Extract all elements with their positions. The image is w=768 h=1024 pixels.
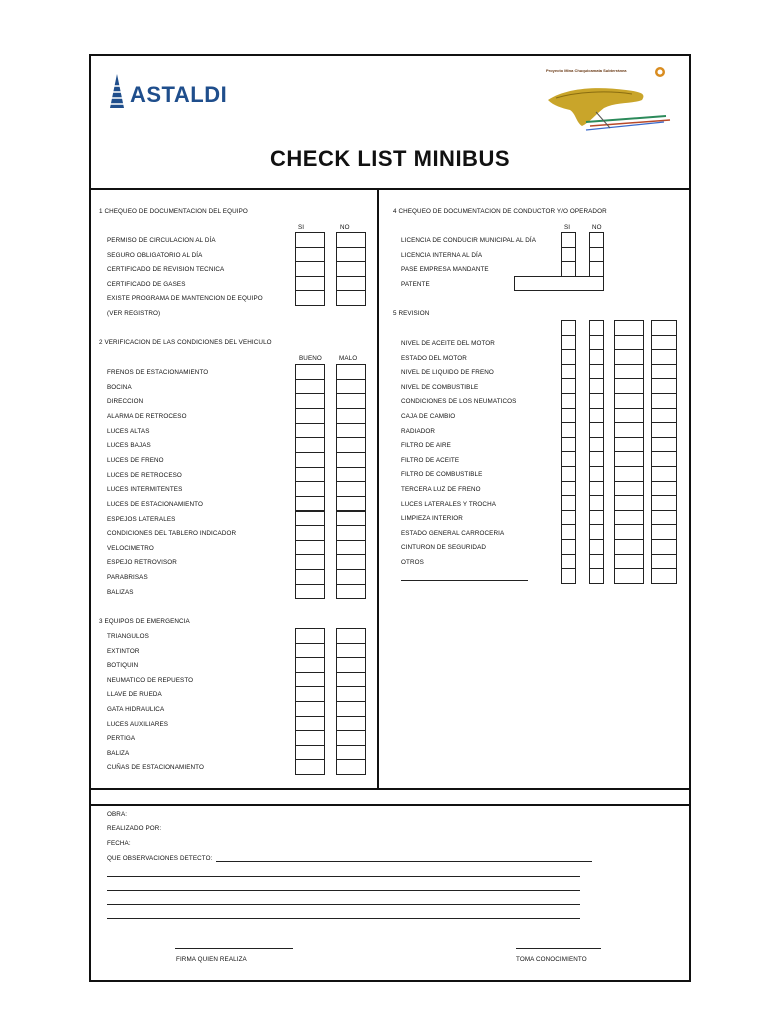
section5-item-label: ESTADO DEL MOTOR xyxy=(401,354,467,362)
section1-no-checkbox[interactable] xyxy=(336,232,366,248)
section4-item-label: PASE EMPRESA MANDANTE xyxy=(401,266,489,274)
section3-malo-checkbox[interactable] xyxy=(336,686,366,702)
section2-malo-checkbox[interactable] xyxy=(336,511,366,527)
section4-no-checkbox[interactable] xyxy=(589,232,604,248)
section2-col-malo: MALO xyxy=(339,355,358,362)
section5-malo-checkbox[interactable] xyxy=(651,481,677,497)
section1-item-label: PERMISO DE CIRCULACION AL DÍA xyxy=(107,237,216,244)
section1-item-label: CERTIFICADO DE GASES xyxy=(107,280,186,288)
section1-no-checkbox[interactable] xyxy=(336,247,366,263)
project-banner xyxy=(546,62,682,134)
section2-item-label: LUCES DE ESTACIONAMIENTO xyxy=(107,500,203,508)
section2-bueno-checkbox[interactable] xyxy=(295,525,325,541)
section1-item-label: EXISTE PROGRAMA DE MANTENCION DE EQUIPO xyxy=(107,295,263,303)
section2-malo-checkbox[interactable] xyxy=(336,408,366,424)
observaciones-line[interactable] xyxy=(107,890,580,891)
section5-no-checkbox[interactable] xyxy=(589,510,604,526)
section3-malo-checkbox[interactable] xyxy=(336,701,366,717)
section3-malo-checkbox[interactable] xyxy=(336,759,366,775)
section3-malo-checkbox[interactable] xyxy=(336,657,366,673)
section5-item-label: CINTURON DE SEGURIDAD xyxy=(401,544,487,552)
section5-malo-checkbox[interactable] xyxy=(651,422,677,438)
astaldi-tower-icon xyxy=(106,74,128,108)
section3-item-label: LLAVE DE RUEDA xyxy=(107,691,162,699)
section5-malo-checkbox[interactable] xyxy=(651,466,677,482)
section4-item-label: LICENCIA DE CONDUCIR MUNICIPAL AL DÍA xyxy=(401,237,537,244)
section2-malo-checkbox[interactable] xyxy=(336,584,366,600)
section5-si-checkbox[interactable] xyxy=(561,408,576,424)
section3-bueno-checkbox[interactable] xyxy=(295,701,325,717)
section2-bueno-checkbox[interactable] xyxy=(295,408,325,424)
section1-no-checkbox[interactable] xyxy=(336,261,366,277)
section1-si-checkbox[interactable] xyxy=(295,290,325,306)
section4-si-checkbox[interactable] xyxy=(561,261,576,277)
toma-label: TOMA CONOCIMIENTO xyxy=(516,956,587,963)
section2-bueno-checkbox[interactable] xyxy=(295,379,325,395)
section5-no-checkbox[interactable] xyxy=(589,466,604,482)
section1-col-si: SI xyxy=(298,224,305,231)
section5-malo-checkbox[interactable] xyxy=(651,393,677,409)
section4-no-checkbox[interactable] xyxy=(589,247,604,263)
section4-item-label: PATENTE xyxy=(401,280,430,288)
section3-malo-checkbox[interactable] xyxy=(336,628,366,644)
section5-si-checkbox[interactable] xyxy=(561,524,576,540)
section2-item-label: LUCES INTERMITENTES xyxy=(107,486,183,494)
section2-malo-checkbox[interactable] xyxy=(336,364,366,380)
section2-item-label: LUCES DE RETROCESO xyxy=(107,471,182,479)
section3-item-label: BALIZA xyxy=(107,749,130,757)
section2-malo-checkbox[interactable] xyxy=(336,467,366,483)
section5-bueno-checkbox[interactable] xyxy=(614,481,644,497)
section1-si-checkbox[interactable] xyxy=(295,261,325,277)
section3-bueno-checkbox[interactable] xyxy=(295,643,325,659)
footer-observaciones-label: QUE OBSERVACIONES DETECTO: xyxy=(107,855,213,862)
section2-malo-checkbox[interactable] xyxy=(336,540,366,556)
section4-item-label: LICENCIA INTERNA AL DÍA xyxy=(401,251,483,259)
section5-malo-checkbox[interactable] xyxy=(651,408,677,424)
section2-malo-checkbox[interactable] xyxy=(336,525,366,541)
section5-bueno-checkbox[interactable] xyxy=(614,349,644,365)
section2-malo-checkbox[interactable] xyxy=(336,554,366,570)
section5-malo-checkbox[interactable] xyxy=(651,437,677,453)
section5-item-label: LIMPIEZA INTERIOR xyxy=(401,515,463,523)
observaciones-line[interactable] xyxy=(216,861,592,862)
section2-bueno-checkbox[interactable] xyxy=(295,540,325,556)
section5-no-checkbox[interactable] xyxy=(589,481,604,497)
section4-heading: 4 CHEQUEO DE DOCUMENTACION DE CONDUCTOR Y/O OPERADOR xyxy=(393,208,607,215)
section5-bueno-checkbox[interactable] xyxy=(614,408,644,424)
section2-bueno-checkbox[interactable] xyxy=(295,554,325,570)
section2-malo-checkbox[interactable] xyxy=(336,569,366,585)
section2-bueno-checkbox[interactable] xyxy=(295,584,325,600)
section5-no-checkbox[interactable] xyxy=(589,349,604,365)
section5-item-label: LUCES LATERALES Y TROCHA xyxy=(401,500,497,508)
section2-malo-checkbox[interactable] xyxy=(336,379,366,395)
section2-malo-checkbox[interactable] xyxy=(336,393,366,409)
section5-no-checkbox[interactable] xyxy=(589,554,604,570)
body-divider xyxy=(89,788,691,790)
company-logo xyxy=(106,72,236,112)
section5-no-checkbox[interactable] xyxy=(589,335,604,351)
section5-si-checkbox[interactable] xyxy=(561,554,576,570)
section3-bueno-checkbox[interactable] xyxy=(295,657,325,673)
section5-bueno-checkbox[interactable] xyxy=(614,466,644,482)
section2-bueno-checkbox[interactable] xyxy=(295,467,325,483)
section5-si-checkbox[interactable] xyxy=(561,349,576,365)
section1-si-checkbox[interactable] xyxy=(295,276,325,292)
section5-no-checkbox[interactable] xyxy=(589,451,604,467)
section5-si-checkbox[interactable] xyxy=(561,393,576,409)
section2-malo-checkbox[interactable] xyxy=(336,423,366,439)
section2-item-label: FRENOS DE ESTACIONAMIENTO xyxy=(107,369,209,376)
section5-item-label: NIVEL DE LIQUIDO DE FRENO xyxy=(401,369,494,377)
section5-otros-line[interactable] xyxy=(401,580,528,581)
section5-si-checkbox[interactable] xyxy=(561,466,576,482)
section5-item-label: NIVEL DE ACEITE DEL MOTOR xyxy=(401,340,495,347)
section5-item-label: NIVEL DE COMBUSTIBLE xyxy=(401,383,479,391)
section5-si-checkbox[interactable] xyxy=(561,364,576,380)
footer-realizado-label: REALIZADO POR: xyxy=(107,825,162,832)
section4-col-no: NO xyxy=(592,224,602,231)
section5-item-label: FILTRO DE ACEITE xyxy=(401,456,460,464)
section3-item-label: NEUMATICO DE REPUESTO xyxy=(107,676,194,684)
column-divider xyxy=(377,188,379,789)
section5-item-label: FILTRO DE AIRE xyxy=(401,442,451,450)
section4-no-checkbox[interactable] xyxy=(589,261,604,277)
section2-bueno-checkbox[interactable] xyxy=(295,452,325,468)
section5-malo-checkbox[interactable] xyxy=(651,378,677,394)
logo-text: ASTALDI xyxy=(130,82,228,107)
section3-bueno-checkbox[interactable] xyxy=(295,686,325,702)
section5-bueno-checkbox[interactable] xyxy=(614,378,644,394)
section5-item-label: FILTRO DE COMBUSTIBLE xyxy=(401,471,483,479)
section3-item-label: TRIANGULOS xyxy=(107,633,149,640)
section2-bueno-checkbox[interactable] xyxy=(295,393,325,409)
section5-item-label: CAJA DE CAMBIO xyxy=(401,413,456,420)
section5-si-checkbox[interactable] xyxy=(561,481,576,497)
section5-item-label: RADIADOR xyxy=(401,427,436,435)
section5-bueno-checkbox[interactable] xyxy=(614,554,644,570)
section5-si-checkbox[interactable] xyxy=(561,335,576,351)
section1-si-checkbox[interactable] xyxy=(295,247,325,263)
firma-signature-line[interactable] xyxy=(175,948,293,949)
section2-item-label: DIRECCION xyxy=(107,398,144,406)
section2-item-label: CONDICIONES DEL TABLERO INDICADOR xyxy=(107,530,237,538)
section4-si-checkbox[interactable] xyxy=(561,232,576,248)
section3-malo-checkbox[interactable] xyxy=(336,672,366,688)
footer-obra-label: OBRA: xyxy=(107,811,128,818)
section5-no-checkbox[interactable] xyxy=(589,378,604,394)
section5-malo-checkbox[interactable] xyxy=(651,495,677,511)
section2-item-label: LUCES DE FRENO xyxy=(107,456,164,464)
section2-bueno-checkbox[interactable] xyxy=(295,364,325,380)
section5-no-checkbox[interactable] xyxy=(589,422,604,438)
section5-no-checkbox[interactable] xyxy=(589,539,604,555)
section5-malo-checkbox[interactable] xyxy=(651,510,677,526)
section5-item-label: OTROS xyxy=(401,559,424,566)
firma-label: FIRMA QUIEN REALIZA xyxy=(176,956,247,963)
section2-item-label: LUCES BAJAS xyxy=(107,442,151,450)
section5-no-checkbox[interactable] xyxy=(589,495,604,511)
section3-malo-checkbox[interactable] xyxy=(336,643,366,659)
section5-bueno-checkbox[interactable] xyxy=(614,568,644,584)
section3-malo-checkbox[interactable] xyxy=(336,730,366,746)
observaciones-line[interactable] xyxy=(107,904,580,905)
footer-divider xyxy=(89,804,691,806)
section5-malo-checkbox[interactable] xyxy=(651,364,677,380)
section3-malo-checkbox[interactable] xyxy=(336,745,366,761)
section2-bueno-checkbox[interactable] xyxy=(295,569,325,585)
section1-item-label: SEGURO OBLIGATORIO AL DÍA xyxy=(107,251,203,259)
section3-bueno-checkbox[interactable] xyxy=(295,716,325,732)
section5-malo-checkbox[interactable] xyxy=(651,320,677,336)
section3-bueno-checkbox[interactable] xyxy=(295,628,325,644)
section2-item-label: VELOCIMETRO xyxy=(107,544,154,552)
section5-no-checkbox[interactable] xyxy=(589,364,604,380)
section2-item-label: ESPEJO RETROVISOR xyxy=(107,559,177,567)
mine-3d-model-image xyxy=(546,82,682,134)
section5-no-checkbox[interactable] xyxy=(589,393,604,409)
section5-no-checkbox[interactable] xyxy=(589,408,604,424)
section3-malo-checkbox[interactable] xyxy=(336,716,366,732)
section5-malo-checkbox[interactable] xyxy=(651,524,677,540)
header-divider xyxy=(89,188,691,190)
section5-si-checkbox[interactable] xyxy=(561,378,576,394)
section1-col-no: NO xyxy=(340,224,350,231)
project-caption: Proyecto Mina Chuquicamata Subterránea xyxy=(546,68,627,73)
section3-item-label: GATA HIDRAULICA xyxy=(107,706,165,713)
section2-col-bueno: BUENO xyxy=(299,355,322,362)
section5-si-checkbox[interactable] xyxy=(561,568,576,584)
section5-bueno-checkbox[interactable] xyxy=(614,539,644,555)
section1-heading: 1 CHEQUEO DE DOCUMENTACION DEL EQUIPO xyxy=(99,208,248,215)
section2-malo-checkbox[interactable] xyxy=(336,437,366,453)
section5-no-checkbox[interactable] xyxy=(589,524,604,540)
section3-bueno-checkbox[interactable] xyxy=(295,759,325,775)
section2-bueno-checkbox[interactable] xyxy=(295,437,325,453)
observaciones-line[interactable] xyxy=(107,876,580,877)
section2-item-label: PARABRISAS xyxy=(107,574,148,582)
toma-signature-line[interactable] xyxy=(516,948,601,949)
section1-item-label: CERTIFICADO DE REVISION TECNICA xyxy=(107,266,225,274)
section5-bueno-checkbox[interactable] xyxy=(614,510,644,526)
section5-bueno-checkbox[interactable] xyxy=(614,437,644,453)
section5-bueno-checkbox[interactable] xyxy=(614,320,644,336)
section5-bueno-checkbox[interactable] xyxy=(614,393,644,409)
observaciones-line[interactable] xyxy=(107,918,580,919)
section1-no-checkbox[interactable] xyxy=(336,290,366,306)
section5-bueno-checkbox[interactable] xyxy=(614,364,644,380)
page-title: CHECK LIST MINIBUS xyxy=(270,146,510,171)
section5-heading: 5 REVISION xyxy=(393,310,430,317)
section1-si-checkbox[interactable] xyxy=(295,232,325,248)
section5-bueno-checkbox[interactable] xyxy=(614,495,644,511)
section2-item-label: ESPEJOS LATERALES xyxy=(107,515,176,523)
section2-bueno-checkbox[interactable] xyxy=(295,423,325,439)
section3-heading: 3 EQUIPOS DE EMERGENCIA xyxy=(99,618,190,625)
section5-malo-checkbox[interactable] xyxy=(651,568,677,584)
section2-bueno-checkbox[interactable] xyxy=(295,511,325,527)
section5-no-checkbox[interactable] xyxy=(589,568,604,584)
section5-malo-checkbox[interactable] xyxy=(651,451,677,467)
section5-si-checkbox[interactable] xyxy=(561,495,576,511)
section2-bueno-checkbox[interactable] xyxy=(295,496,325,512)
section2-bueno-checkbox[interactable] xyxy=(295,481,325,497)
section5-malo-checkbox[interactable] xyxy=(651,349,677,365)
section5-si-checkbox[interactable] xyxy=(561,437,576,453)
codelco-emblem-icon xyxy=(654,66,666,78)
section5-malo-checkbox[interactable] xyxy=(651,539,677,555)
section2-item-label: BALIZAS xyxy=(107,588,134,596)
section3-bueno-checkbox[interactable] xyxy=(295,745,325,761)
section5-si-checkbox[interactable] xyxy=(561,320,576,336)
section5-si-checkbox[interactable] xyxy=(561,510,576,526)
section1-item-label: (VER REGISTRO) xyxy=(107,310,161,317)
section5-no-checkbox[interactable] xyxy=(589,320,604,336)
section5-no-checkbox[interactable] xyxy=(589,437,604,453)
section4-si-checkbox[interactable] xyxy=(561,247,576,263)
section5-bueno-checkbox[interactable] xyxy=(614,524,644,540)
section2-item-label: ALARMA DE RETROCESO xyxy=(107,412,187,420)
footer-fecha-label: FECHA: xyxy=(107,840,131,847)
section2-item-label: BOCINA xyxy=(107,383,132,391)
section5-si-checkbox[interactable] xyxy=(561,451,576,467)
section5-item-label: TERCERA LUZ DE FRENO xyxy=(401,486,481,493)
section2-malo-checkbox[interactable] xyxy=(336,496,366,512)
section2-heading: 2 VERIFICACION DE LAS CONDICIONES DEL VEHICULO xyxy=(99,339,272,346)
section3-item-label: BOTIQUIN xyxy=(107,662,139,670)
section5-item-label: CONDICIONES DE LOS NEUMATICOS xyxy=(401,398,517,406)
section3-item-label: PERTIGA xyxy=(107,735,136,743)
section5-si-checkbox[interactable] xyxy=(561,539,576,555)
section3-bueno-checkbox[interactable] xyxy=(295,672,325,688)
section3-item-label: CUÑAS DE ESTACIONAMIENTO xyxy=(107,764,204,772)
section2-malo-checkbox[interactable] xyxy=(336,452,366,468)
section4-col-si: SI xyxy=(564,224,571,231)
section5-bueno-checkbox[interactable] xyxy=(614,422,644,438)
section5-si-checkbox[interactable] xyxy=(561,422,576,438)
section2-item-label: LUCES ALTAS xyxy=(107,427,150,435)
section5-bueno-checkbox[interactable] xyxy=(614,335,644,351)
section3-item-label: EXTINTOR xyxy=(107,647,140,655)
section5-malo-checkbox[interactable] xyxy=(651,335,677,351)
patente-input[interactable] xyxy=(514,276,604,291)
section3-item-label: LUCES AUXILIARES xyxy=(107,720,169,728)
section1-no-checkbox[interactable] xyxy=(336,276,366,292)
section3-bueno-checkbox[interactable] xyxy=(295,730,325,746)
section5-bueno-checkbox[interactable] xyxy=(614,451,644,467)
section2-malo-checkbox[interactable] xyxy=(336,481,366,497)
section5-malo-checkbox[interactable] xyxy=(651,554,677,570)
section5-item-label: ESTADO GENERAL CARROCERIA xyxy=(401,529,505,537)
